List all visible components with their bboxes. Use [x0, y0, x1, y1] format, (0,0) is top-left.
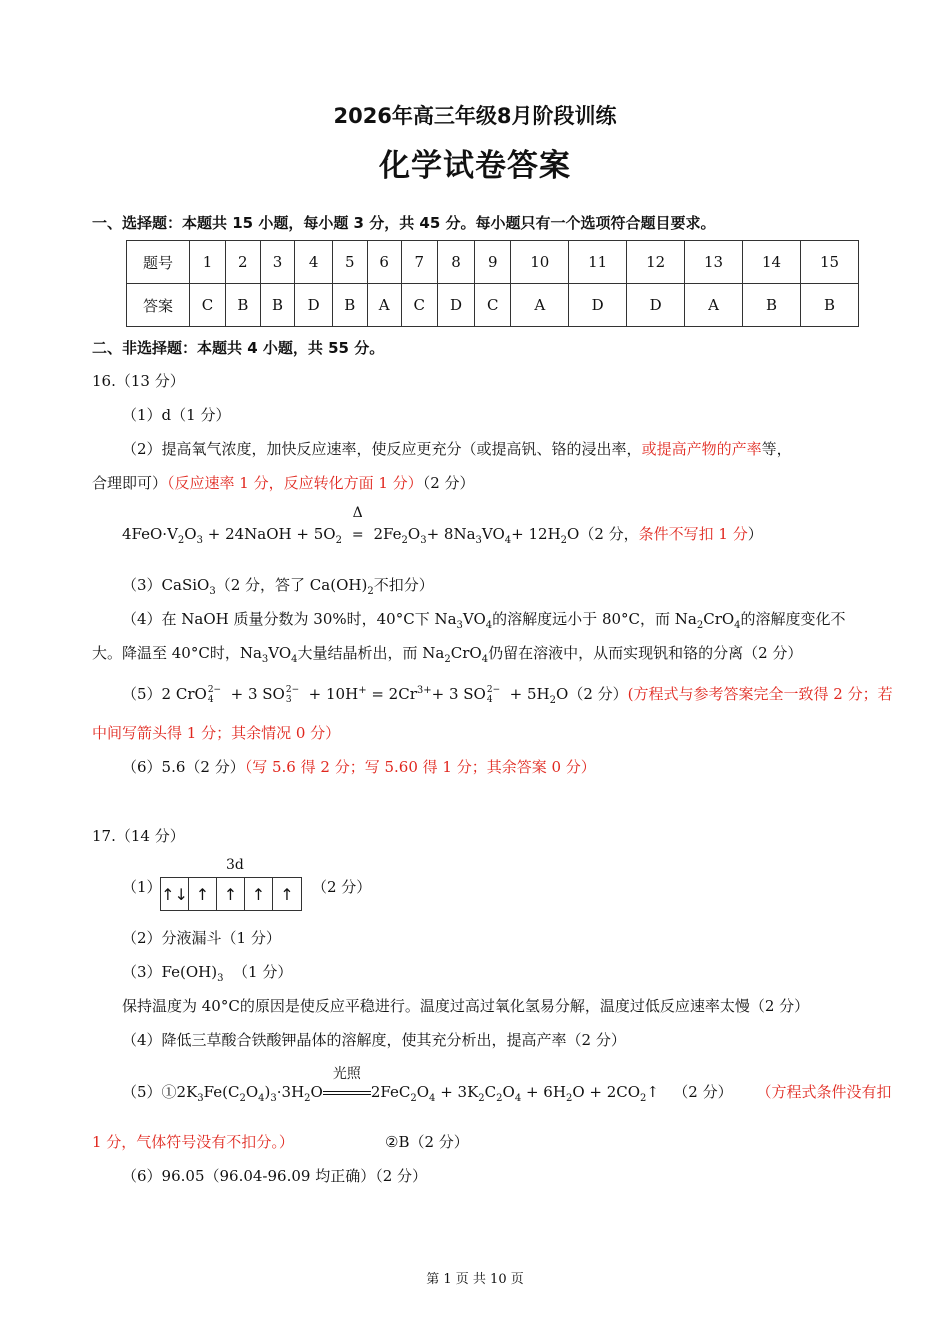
q16-equation1: $4FeO\cdot V_2O_3$ + 24NaOH + $5O_2$ Δ = $2Fe_2O_3+ 8Na_3VO_4+ 12H_2O(2$ 分，条件不写扣 1 分） — [122, 505, 763, 546]
question-number-cell: 11 — [569, 241, 627, 284]
q17-heading: 17.（14 分） — [92, 827, 185, 845]
question-number-cell: 2 — [225, 241, 260, 284]
q16-part2-line2: 合理即可）（反应速率 1 分，反应转化方面 1 分）（2 分） — [92, 474, 475, 492]
answer-cell: C — [475, 284, 511, 327]
question-number-cell: 14 — [743, 241, 801, 284]
question-number-cell: 10 — [511, 241, 569, 284]
answer-cell: A — [511, 284, 569, 327]
answer-cell: C — [190, 284, 226, 327]
question-number-cell: 3 — [260, 241, 295, 284]
answer-table — [126, 240, 859, 327]
question-number-cell: 6 — [367, 241, 401, 284]
answer-cell: A — [367, 284, 401, 327]
q16-part2-line1: （2）提高氧气浓度，加快反应速率，使反应更充分（或提高钒、铬的浸出率，或提高产物的产率等， — [122, 440, 792, 458]
question-number-cell: 1 — [190, 241, 226, 284]
answer-row-label: 答案 — [127, 284, 190, 327]
q17-part5-line1: $(5)①2K_3Fe(C_2O_4)_3\cdot 3H_2O$ 光照 $2FeC_2O_4 + 3K_2C_2O_4 + 6H_2O$ + $2CO_2↑$ （2 分） （方程式条件没有扣 — [122, 1066, 892, 1104]
section1-heading: 一、选择题：本题共 15 小题，每小题 3 分，共 45 分。每小题只有一个选项符合题目要求。 — [92, 214, 716, 232]
page-title: 2026年高三年级8月阶段训练 — [333, 104, 617, 128]
q17-part4: （4）降低三草酸合铁酸钾晶体的溶解度，使其充分析出，提高产率（2 分） — [122, 1031, 626, 1049]
number-row — [127, 241, 859, 284]
answer-cell: D — [627, 284, 685, 327]
answer-cell: B — [743, 284, 801, 327]
q16-part3: （3）CaSiO$_3$（2 分，答了 $Ca(OH)_2$不扣分） — [122, 576, 434, 597]
orbital-diagram — [160, 877, 302, 911]
q17-part5-b: ②B（2 分） — [385, 1133, 469, 1151]
answer-cell: B — [332, 284, 367, 327]
q17-part3-reason: 保持温度为 40°C的原因是使反应平稳进行。温度过高过氧化氢易分解，温度过低反应速率太慢（2 分） — [122, 997, 810, 1015]
answer-cell: A — [685, 284, 743, 327]
answer-cell: D — [295, 284, 333, 327]
question-number-cell: 15 — [800, 241, 858, 284]
answer-cell: D — [437, 284, 475, 327]
q16-part4-line2: 大。降温至 40°C时，$Na_3VO_4$大量结晶析出，而 $Na_2CrO_4$仍留在溶液中，从而实现钒和铬的分离（2 分） — [92, 644, 803, 665]
question-number-cell: 5 — [332, 241, 367, 284]
q16-heading: 16.（13 分） — [92, 372, 185, 390]
question-number-cell: 13 — [685, 241, 743, 284]
q17-part5-line2: 1 分，气体符号没有不扣分。） — [92, 1133, 294, 1151]
answer-cell: B — [260, 284, 295, 327]
q16-part1: （1）d（1 分） — [122, 406, 231, 424]
answer-cell: B — [800, 284, 858, 327]
question-number-cell: 4 — [295, 241, 333, 284]
page-subtitle: 化学试卷答案 — [379, 148, 571, 184]
section2-heading: 二、非选择题：本题共 4 小题，共 55 分。 — [92, 339, 385, 357]
orbital-box: ↑ — [217, 878, 245, 910]
page-footer: 第 1 页 共 10 页 — [426, 1272, 524, 1287]
orbital-box: ↑↓ — [161, 878, 189, 910]
q17-part3: $(3)Fe(OH)_3$ （1 分） — [122, 963, 293, 984]
answer-cell: C — [401, 284, 437, 327]
q17-part2: （2）分液漏斗（1 分） — [122, 929, 281, 947]
answer-cell: B — [225, 284, 260, 327]
q17-part1-label: （1） — [122, 878, 162, 896]
orbital-box: ↑ — [245, 878, 273, 910]
q17-part6: （6）96.05（96.04-96.09 均正确）（2 分） — [122, 1167, 428, 1185]
number-row-label: 题号 — [127, 241, 190, 284]
q16-part5-line2: 中间写箭头得 1 分；其余情况 0 分） — [92, 724, 341, 742]
answer-cell: D — [569, 284, 627, 327]
question-number-cell: 9 — [475, 241, 511, 284]
question-number-cell: 12 — [627, 241, 685, 284]
question-number-cell: 7 — [401, 241, 437, 284]
q16-part5-line1: （5）2 CrO 2− 4 + 3 SO 2− 3 + $10H^+ = 2Cr^{3+}+ 3$ SO 2− 4 + $5H_2O(2$ 分）(方程式与参考答案完全一致得 2 分；若 — [122, 685, 893, 706]
answer-row — [127, 284, 859, 327]
q16-part4-line1: （4）在 NaOH 质量分数为 30%时，40°C下 $Na_3VO_4$的溶解度远小于 80°C，而 $Na_2CrO_4$的溶解度变化不 — [122, 610, 846, 631]
q16-part6: （6）5.6（2 分）（写 5.6 得 2 分；写 5.60 得 1 分；其余答案 0 分） — [122, 758, 596, 776]
orbital-label: 3d — [226, 857, 244, 873]
orbital-box: ↑ — [189, 878, 217, 910]
question-number-cell: 8 — [437, 241, 475, 284]
orbital-box: ↑ — [280, 884, 294, 904]
q17-part1-score: （2 分） — [312, 878, 372, 896]
